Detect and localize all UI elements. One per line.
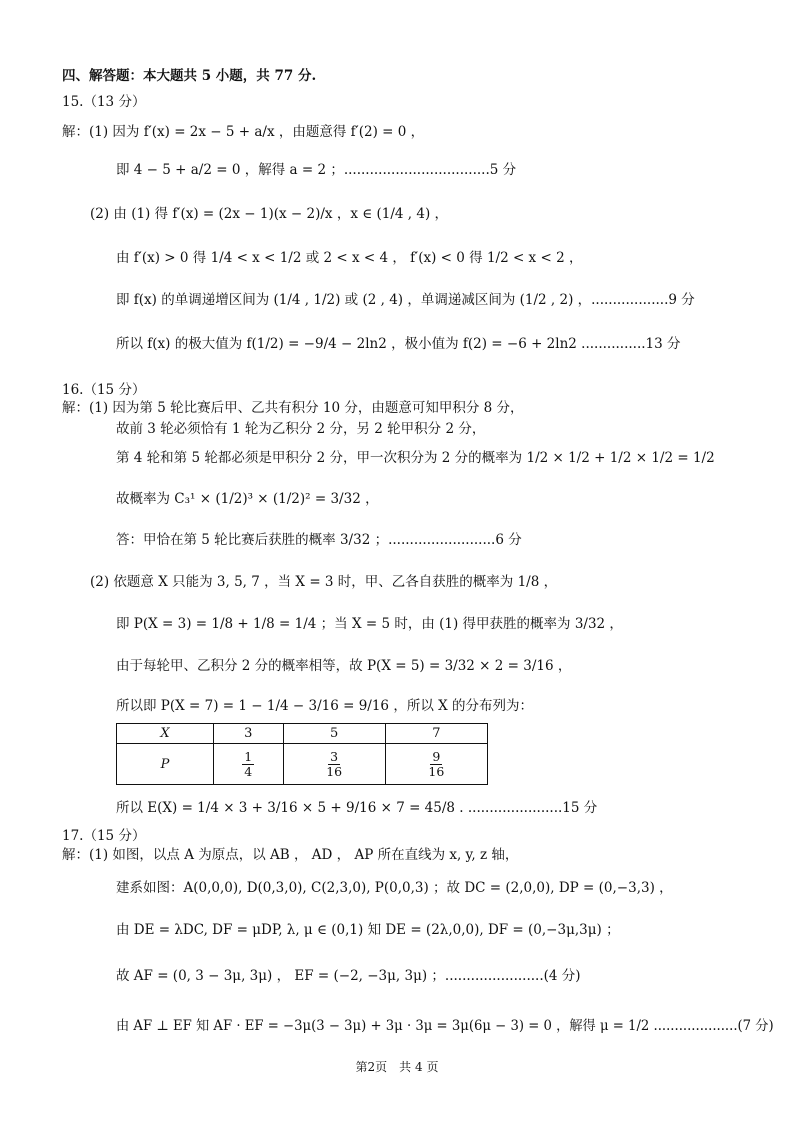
q15-line-5: 即 f(x) 的单调递增区间为 (1/4 , 1/2) 或 (2 , 4) ，单调递减区间为 (1/2 , 2) ，..................9 分 <box>116 292 695 308</box>
q16-line-10: 所以 E(X) = 1/4 × 3 + 3/16 × 5 + 9/16 × 7 = 45/8 . ......................15 分 <box>116 800 598 816</box>
q16-label: 16.（15 分） <box>62 382 146 398</box>
q17-line-4: 故 AF = (0, 3 − 3μ, 3μ) ， EF = (−2, −3μ, 3μ) ；.......................(4 分) <box>116 968 581 984</box>
q16-line-1: 解：(1) 因为第 5 轮比赛后甲、乙共有积分 10 分，由题意可知甲积分 8 分， <box>62 400 524 416</box>
q16-line-4: 故概率为 C₃¹ × (1/2)³ × (1/2)² = 3/32 ， <box>116 491 379 507</box>
distribution-table <box>116 723 488 785</box>
q16-line-2: 故前 3 轮必须恰有 1 轮为乙积分 2 分，另 2 轮甲积分 2 分， <box>116 421 486 437</box>
q15-line-6: 所以 f(x) 的极大值为 f(1/2) = −9/4 − 2ln2 ，极小值为 f(2) = −6 + 2ln2 ...............13 分 <box>116 336 681 352</box>
q17-line-1: 解：(1) 如图，以点 A 为原点，以 AB ， AD ， AP 所在直线为 x, y, z 轴， <box>62 847 519 863</box>
table-header-x: X <box>117 724 214 744</box>
q16-line-9: 所以即 P(X = 7) = 1 − 1/4 − 3/16 = 9/16 ，所以 X 的分布列为： <box>116 698 534 714</box>
q17-line-3: 由 DE = λDC, DF = μDP, λ, μ ∈ (0,1) 知 DE = (2λ,0,0), DF = (0,−3μ,3μ) ； <box>116 922 620 938</box>
q15-line-2: 即 4 − 5 + a/2 = 0 ，解得 a = 2 ；..................................5 分 <box>116 162 517 178</box>
q17-line-2: 建系如图：A(0,0,0), D(0,3,0), C(2,3,0), P(0,0,3) ；故 DC = (2,0,0), DP = (0,−3,3) ， <box>116 880 673 896</box>
q15-line-1: 解：(1) 因为 f′(x) = 2x − 5 + a/x ，由题意得 f′(2) = 0 ， <box>62 124 425 140</box>
q17-line-5: 由 AF ⊥ EF 知 AF · EF = −3μ(3 − 3μ) + 3μ · 3μ = 3μ(6μ − 3) = 0 ，解得 μ = 1/2 ....................(7 分) <box>116 1018 774 1034</box>
table-cell <box>385 744 487 785</box>
q15-line-3: (2) 由 (1) 得 f′(x) = (2x − 1)(x − 2)/x ，x ∈ (1/4 , 4) ， <box>90 206 449 222</box>
table-cell: 7 <box>385 724 487 744</box>
page-footer: 第2页 共 4 页 <box>355 1060 439 1074</box>
q16-line-5: 答：甲恰在第 5 轮比赛后获胜的概率 3/32 ；.........................6 分 <box>116 532 522 548</box>
q15-label: 15.（13 分） <box>62 94 146 110</box>
q16-line-3: 第 4 轮和第 5 轮都必须是甲积分 2 分，甲一次积分为 2 分的概率为 1/2 × 1/2 + 1/2 × 1/2 = 1/2 <box>116 450 715 466</box>
table-cell <box>214 744 284 785</box>
table-row <box>117 724 488 744</box>
probability-fraction: $\frac{3}{16}$ <box>326 748 343 779</box>
table-cell <box>283 744 385 785</box>
table-cell: 3 <box>214 724 284 744</box>
table-cell: 5 <box>283 724 385 744</box>
q16-line-7: 即 P(X = 3) = 1/8 + 1/8 = 1/4 ；当 X = 5 时，由 (1) 得甲获胜的概率为 3/32 ， <box>116 616 623 632</box>
q16-line-8: 由于每轮甲、乙积分 2 分的概率相等，故 P(X = 5) = 3/32 × 2 = 3/16 ， <box>116 658 572 674</box>
q15-line-4: 由 f′(x) > 0 得 1/4 < x < 1/2 或 2 < x < 4 ， f′(x) < 0 得 1/2 < x < 2 ， <box>116 250 583 266</box>
q16-line-6: (2) 依题意 X 只能为 3, 5, 7 ，当 X = 3 时，甲、乙各自获胜的概率为 1/8 ， <box>90 574 558 590</box>
probability-fraction: $\frac{9}{16}$ <box>428 748 445 779</box>
probability-fraction: $\frac{1}{4}$ <box>244 748 253 779</box>
q17-label: 17.（15 分） <box>62 828 146 844</box>
section-heading: 四、解答题：本大题共 5 小题，共 77 分. <box>62 68 317 84</box>
table-row <box>117 744 488 785</box>
table-header-p: P <box>117 744 214 785</box>
